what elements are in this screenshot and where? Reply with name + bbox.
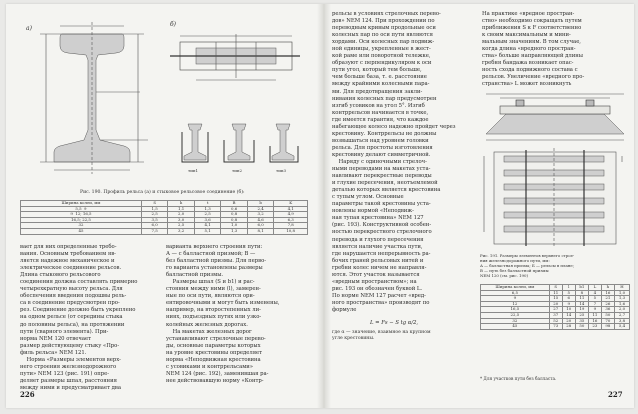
table-cell: 4 xyxy=(588,290,601,296)
table-cell: 20 xyxy=(562,318,575,324)
track-dimension-table xyxy=(480,284,630,330)
table-cell: 6,0 xyxy=(141,223,167,229)
table-cell: 14 xyxy=(575,301,588,307)
table-cell: 8 xyxy=(575,290,588,296)
table-cell: 2,5 xyxy=(168,223,194,229)
table-cell: 19 xyxy=(575,307,588,313)
table-cell: 3,2 xyxy=(247,212,273,218)
book-spread xyxy=(6,4,634,408)
table-cell: 2,0 xyxy=(614,307,629,313)
table-header: S xyxy=(549,285,562,291)
table-cell: 11 xyxy=(549,290,562,296)
table-cell: 16,5; 22,5 xyxy=(21,217,142,223)
table-cell: 25 xyxy=(575,312,588,318)
table-cell: 3,5 xyxy=(141,217,167,223)
joint-type-3 xyxy=(270,124,298,162)
table-cell: 5 xyxy=(588,296,601,302)
table-cell: 35 xyxy=(575,318,588,324)
track-structure-figure xyxy=(480,90,630,252)
table-cell: 0,8 xyxy=(221,212,247,218)
table-cell: 9 xyxy=(588,307,601,313)
ballast-section-drawing xyxy=(486,94,624,140)
table-cell: 1,0 xyxy=(221,223,247,229)
table-cell: 0,6 xyxy=(221,206,247,212)
table-header: b xyxy=(247,201,273,207)
table-cell: 27 xyxy=(549,307,562,313)
table-row xyxy=(21,228,308,234)
table-cell: 70 xyxy=(601,318,614,324)
figure-191-caption: Рис. 191. Размеры элементов верхнего строе- ния железнодорожного пути, мм: А — балластная призма; Б — рельсы в плане; В — путь без балластной призмы NEM 120 (см. рис. 190) xyxy=(480,253,575,278)
table-cell: 1,0 xyxy=(614,290,629,296)
table-cell: 3,2 xyxy=(168,228,194,234)
table-cell: 16 xyxy=(601,290,614,296)
figure-label-a: а) xyxy=(26,25,32,32)
table-cell: 1,3 xyxy=(221,228,247,234)
table-cell: 7 xyxy=(588,301,601,307)
table-cell: 14 xyxy=(562,312,575,318)
table-cell: 20 xyxy=(549,301,562,307)
table-cell: 2,4 xyxy=(247,206,273,212)
table-cell: 9 xyxy=(481,296,550,302)
table-cell: 16 xyxy=(588,318,601,324)
table-cell: 6,5 xyxy=(481,290,550,296)
table-cell: 9 xyxy=(562,301,575,307)
rail-joint-drawing xyxy=(170,34,300,80)
table-header: t xyxy=(194,201,220,207)
table-cell: 50 xyxy=(575,324,588,330)
table-header: h xyxy=(601,285,614,291)
table-cell: 6,0 xyxy=(247,223,273,229)
left-page-column-1: вает для них определенные требо- вания. Основным требованием яв- ляется надежное механическое и электрическое соединение рельсов. Длина стыкового рельсового соединения должна составлять примерно четырехкратную высоту рельса. Для обеспечения введения подошвы рель- са в соединение предусмотрен про- рез. Соединение должно быть укреплено на одном рельсе (от середины стыка до половины рельса), на протяжении пути (сварного элемента). При- норма NEM 120 отвечает размер действующему стыку «Про- филь рельса» NEM 121. Норма «Размеры элементов верх- него строения железнодорожного пути» NEM 123 (рис. 191) опре- деляет размеры шпал, расстояния между ними и предусматривает два xyxy=(20,244,138,391)
table-footnote: * Для участков пути без балласта. xyxy=(480,376,557,381)
table-cell: 22,5 xyxy=(481,312,550,318)
page-number-left: 226 xyxy=(20,390,35,399)
table-cell: 2,5 xyxy=(141,212,167,218)
table-cell: 4,1 xyxy=(194,223,220,229)
table-cell: 9 12; 16,5 xyxy=(21,212,142,218)
rail-dimension-table xyxy=(20,200,308,235)
table-cell: 16,5 xyxy=(481,307,550,313)
table-cell: 2,0 xyxy=(168,212,194,218)
table-cell: 3,8 xyxy=(614,318,629,324)
table-cell: 2,7 xyxy=(614,312,629,318)
left-page xyxy=(6,4,318,408)
table-cell: 21 xyxy=(601,296,614,302)
table-cell: 2,5 xyxy=(194,212,220,218)
formula: L = Fs − S tg α/2, xyxy=(370,320,419,326)
joint-type-label-1: тип1 xyxy=(188,168,199,173)
joint-type-2 xyxy=(224,124,254,162)
table-header: B xyxy=(221,201,247,207)
table-cell: 73 xyxy=(549,324,562,330)
table-cell: 37 xyxy=(549,312,562,318)
table-cell: 10 xyxy=(562,307,575,313)
table-header: l xyxy=(562,285,575,291)
joint-type-1 xyxy=(182,124,208,162)
book-gutter xyxy=(317,4,331,408)
table-cell: 5,5 9 xyxy=(21,206,142,212)
table-cell: 23 xyxy=(588,324,601,330)
table-cell: 32 xyxy=(21,223,142,229)
table-cell: 11 xyxy=(588,312,601,318)
table-cell: 15 xyxy=(549,296,562,302)
right-page-column-2: На практике «вредное простран- ство» необходимо сокращать путем приближения S к F соответственно к своим максимальным и мини- мальным значениям. В том случае, когда длина «вредного простран- ства» больше направляющей длины гребня бандажа возникает опас- ность схода подвижного состава с рельсов. Увеличение «вредного про- странства» L может возникнуть xyxy=(482,11,585,88)
table-cell: 6,3 xyxy=(274,217,308,223)
table-cell: 26 xyxy=(601,301,614,307)
table-cell: 52 xyxy=(549,318,562,324)
table-cell: 5 xyxy=(562,290,575,296)
left-page-column-2: варианта верхнего строения пути: А — с балластной призмой; В — без балластной призмы. Для перво- го варианта установлены размеры балластной призмы. Размеры шпал (S и b1) и рас- стояния между ними (l), замерен- ные по оси пути, являются ори- ентировочными и могут быть изменены, например, на второстепенных ли- ниях, подъездных путях или узко- колейных железных дорогах. На макетах железных дорог устанавливают стрелочные перево- ды, основные параметры которых на уровне крестовины определяет норма «Неподвижная крестовина с усовиками и контррельсами» NEM 124 (рис. 192), заменившая ра- нее действовавшую норму «Контр- xyxy=(166,244,280,384)
table-cell: 98 xyxy=(601,324,614,330)
rail-profile-figure xyxy=(20,12,310,180)
table-row xyxy=(481,324,630,330)
track-plan-drawing xyxy=(484,148,622,248)
figure-label-b: б) xyxy=(170,21,177,28)
table-header: K xyxy=(274,201,308,207)
table-header: S xyxy=(141,201,167,207)
page-number-right: 227 xyxy=(608,390,623,399)
table-header: h xyxy=(168,201,194,207)
table-header: H xyxy=(614,285,629,291)
table-cell: 12 xyxy=(481,301,550,307)
table-cell: 45 xyxy=(21,228,142,234)
table-cell: 7,5 xyxy=(141,228,167,234)
table-cell: 5,4 xyxy=(614,324,629,330)
table-header: b1 xyxy=(575,285,588,291)
table-cell: 1,3 xyxy=(194,206,220,212)
table-cell: 7,8 xyxy=(274,223,308,229)
table-cell: 0,8 xyxy=(221,217,247,223)
table-cell: 5,1 xyxy=(194,228,220,234)
table-header: L xyxy=(588,285,601,291)
table-header: Ширина колеи, мм xyxy=(481,285,550,291)
table-cell: 32 xyxy=(481,318,550,324)
table-cell: 4,6 xyxy=(247,217,273,223)
table-header: Ширина колеи, мм xyxy=(21,201,142,207)
table-cell: 10,8 xyxy=(274,228,308,234)
table-cell: 36 xyxy=(601,307,614,313)
formula-note: где α — значение, взаимное на крупном угле крестовины. xyxy=(332,330,431,341)
joint-type-label-2: тип2 xyxy=(232,168,243,173)
table-cell: 28 xyxy=(562,324,575,330)
table-cell: 11 xyxy=(575,296,588,302)
table-cell: 3,0 xyxy=(168,217,194,223)
right-page xyxy=(330,4,634,408)
table-cell: 1,5 xyxy=(141,206,167,212)
table-cell: 6 xyxy=(562,296,575,302)
joint-type-label-3: тип3 xyxy=(276,168,287,173)
rail-profile-drawing xyxy=(40,22,148,174)
table-cell: 1,6 xyxy=(614,301,629,307)
table-cell: 4,1 xyxy=(274,206,308,212)
table-cell: 3,6 xyxy=(194,217,220,223)
figure-190-caption: Рис. 190. Профиль рельса (а) и стыковое рельсовое соединение (б): xyxy=(80,190,245,195)
table-cell: 1,1 xyxy=(168,206,194,212)
table-cell: 4,9 xyxy=(274,212,308,218)
table-cell: 8,1 xyxy=(247,228,273,234)
right-page-column-1: рельсы в условиях стрелочных перево- дов» NEM 124. При прохождении по переводным кривым продольные оси колесных пар по оси пути являются хордами. Оси колесных пар подвиж- ной единицы, укрепленные в жест- кой раме или поворотной тележке, образуют с перпендикуляром к оси пути угол, который тем больше, чем больше база, т. е. расстояние между крайними колесными пара- ми. Для предотвращения закли- нивания колесных пар предусмотрен изгиб усовиков на угол 5°. Изгиб контррельсов начинается в точке, где имеется гарантия, что каждое набегающее колесо надежно пройдет через крестовину. Контррельсы не должны возвышаться над уровнем головки рельса. Для простоты изготовления крестовину делают симметричной. Наряду с одиночными стрелоч- ными переводами на макетах уста- навливают перекрестные переводы и глухие пересечения, неотъемлемой деталью которых является крестовина с тупым углом. Основные параметры такой крестовины уста- новлены нормой «Неподвиж- ная тупая крестовина» NEM 127 (рис. 193). Конструктивной особен- ностью перекрестного стрелочного перевода и глухого пересечения является наличие участка пути, где нарушается непрерывность ра- бочих граней рельсовых нитей и гребни колес ничем не направля- ются. Этот участок называется «вредным пространством»; на рис. 193 он обозначен буквой L. По норме NEM 127 расчет «вред- ного пространства» производят по формуле xyxy=(332,11,456,313)
table-cell: 1,3 xyxy=(614,296,629,302)
table-cell: 50 xyxy=(601,312,614,318)
table-cell: 45 xyxy=(481,324,550,330)
